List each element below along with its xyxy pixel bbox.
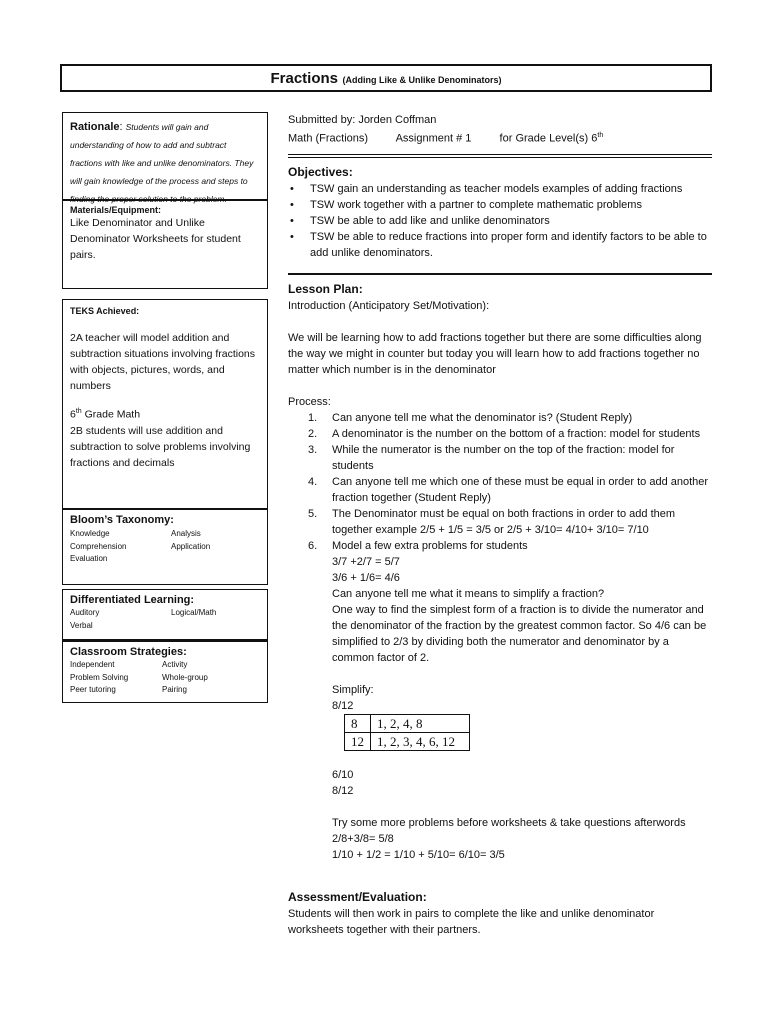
process-label: Process:: [288, 395, 331, 408]
strategies-box: [62, 640, 268, 703]
teks-text-2: 2B students will use addition and subtraction to solve problems involving fractions and decimals: [70, 424, 251, 469]
teks-label: TEKS Achieved:: [70, 306, 140, 316]
practice-1: 6/10: [332, 768, 354, 781]
objectives-list: [288, 181, 712, 261]
list-item: • TSW be able to reduce fractions into proper form and identify factors to be able to add unlike denominators.: [288, 229, 712, 261]
list-item: Problem Solving: [70, 672, 129, 682]
differentiated-label: Differentiated Learning:: [70, 594, 195, 606]
list-item: 5. The Denominator must be equal on both fractions in order to add them together example 2/5 + 1/5 = 3/5 or 2/5 + 3/10= 4/10+ 3/10= 7/10: [308, 507, 676, 536]
list-item: Independent: [70, 660, 115, 669]
list-item: Analysis: [171, 529, 201, 538]
rationale-text: Students will gain and understanding of how to add and subtract fractions with like and unlike denominators. They will gain knowledge of the process and steps to finding the proper solution to the problem.: [70, 122, 254, 204]
simplify-fraction: 8/12: [332, 699, 354, 712]
more-problems-label: Try some more problems before worksheets & take questions afterwords: [332, 816, 686, 829]
table-cell: 8: [345, 714, 371, 732]
list-item: 1. Can anyone tell me what the denominator is? (Student Reply): [308, 411, 633, 424]
more-problem-1: 2/8+3/8= 5/8: [332, 832, 394, 845]
factor-table: [344, 714, 470, 751]
practice-2: 8/12: [332, 784, 354, 797]
intro-label: Introduction (Anticipatory Set/Motivation):: [288, 299, 490, 312]
more-problem-2: 1/10 + 1/2 = 1/10 + 5/10= 6/10= 3/5: [332, 848, 505, 861]
title-main: Fractions: [270, 70, 339, 87]
assessment-text: Students will then work in pairs to complete the like and unlike denominator worksheets together with their partners.: [288, 907, 655, 936]
list-item: • TSW be able to add like and unlike denominators: [288, 213, 712, 229]
table-cell: 1, 2, 4, 8: [371, 714, 470, 732]
list-item: Whole-group: [162, 672, 208, 682]
example-1: 3/7 +2/7 = 5/7: [332, 555, 400, 568]
table-row: [345, 714, 470, 732]
blooms-label: Bloom’s Taxonomy:: [70, 514, 174, 526]
assessment-heading: Assessment/Evaluation:: [288, 889, 427, 904]
list-item: 4. Can anyone tell me which one of these must be equal in order to add another fraction together (Student Reply): [308, 475, 709, 504]
table-cell: 12: [345, 732, 371, 750]
list-item: Activity: [162, 660, 188, 669]
differentiated-list: [70, 607, 260, 632]
simplify-question: Can anyone tell me what it means to simplify a fraction?: [332, 587, 605, 600]
rationale-box: Rationale: Students will gain and understanding of how to add and subtract fractions with like and unlike denominators. They will gain knowledge of the process and steps to finding the proper solution to the problem.: [62, 112, 268, 200]
title-sub: (Adding Like & Unlike Denominators): [342, 75, 502, 85]
teks-grade: 6th Grade Math: [70, 408, 141, 421]
simplify-label: Simplify:: [332, 683, 374, 696]
submitted-by: Submitted by: Jorden Coffman: [288, 114, 437, 126]
list-item: Application: [171, 541, 211, 551]
lesson-heading: Lesson Plan:: [288, 281, 363, 296]
list-item: Peer tutoring: [70, 685, 116, 694]
list-item: • TSW work together with a partner to complete mathematic problems: [288, 197, 712, 213]
list-item: 3. While the numerator is the number on the top of the fraction: model for students: [308, 443, 675, 472]
list-item: Verbal: [70, 620, 93, 630]
table-cell: 1, 2, 3, 4, 6, 12: [371, 732, 470, 750]
divider: [288, 154, 712, 158]
list-item: • TSW gain an understanding as teacher models examples of adding fractions: [288, 181, 712, 197]
simplify-text: One way to find the simplest form of a fraction is to divide the numerator and the denominator of the fraction by the greatest common factor. So 4/6 can be simplified to 2/3 by dividing both the numerator and denominator by a common factor of 2.: [332, 603, 707, 664]
blooms-list: [70, 528, 260, 566]
example-2: 3/6 + 1/6= 4/6: [332, 571, 400, 584]
list-item: Comprehension: [70, 541, 127, 551]
blooms-box: [62, 509, 268, 585]
list-item: Pairing: [162, 685, 187, 694]
materials-label: Materials/Equipment:: [70, 205, 162, 215]
teks-box: [62, 299, 268, 509]
list-item: 2. A denominator is the number on the bottom of a fraction: model for students: [308, 427, 701, 440]
materials-box: [62, 200, 268, 289]
materials-text: Like Denominator and Unlike Denominator Worksheets for student pairs.: [70, 217, 241, 261]
process-list: [288, 410, 712, 554]
rationale-label: Rationale: [70, 121, 120, 133]
document-title: [60, 64, 712, 92]
grade-level: for Grade Level(s) 6: [499, 132, 598, 145]
list-item: Auditory: [70, 608, 100, 617]
intro-text: We will be learning how to add fractions together but there are some difficulties along the way we might in counter but today you will learn how to add fractions together no matter which number is in the denominator: [288, 331, 702, 376]
assignment: Assignment # 1: [395, 132, 472, 145]
objectives-heading: Objectives:: [288, 164, 353, 179]
subject-line: Math (Fractions) Assignment # 1 for Grade Level(s) 6th: [288, 132, 604, 145]
subject: Math (Fractions): [288, 132, 369, 145]
table-row: [345, 732, 470, 750]
left-sidebar: [62, 112, 268, 703]
main-content: [288, 112, 712, 938]
divider: [288, 273, 712, 275]
differentiated-box: [62, 589, 268, 640]
teks-text-1: 2A teacher will model addition and subtraction situations involving fractions with objects, pictures, words, and numbers: [70, 332, 256, 392]
strategies-label: Classroom Strategies:: [70, 646, 187, 658]
list-item: Evaluation: [70, 554, 108, 563]
strategies-list: [70, 659, 260, 697]
list-item: 6. Model a few extra problems for students: [308, 539, 528, 552]
list-item: Logical/Math: [171, 608, 217, 617]
list-item: Knowledge: [70, 529, 110, 538]
